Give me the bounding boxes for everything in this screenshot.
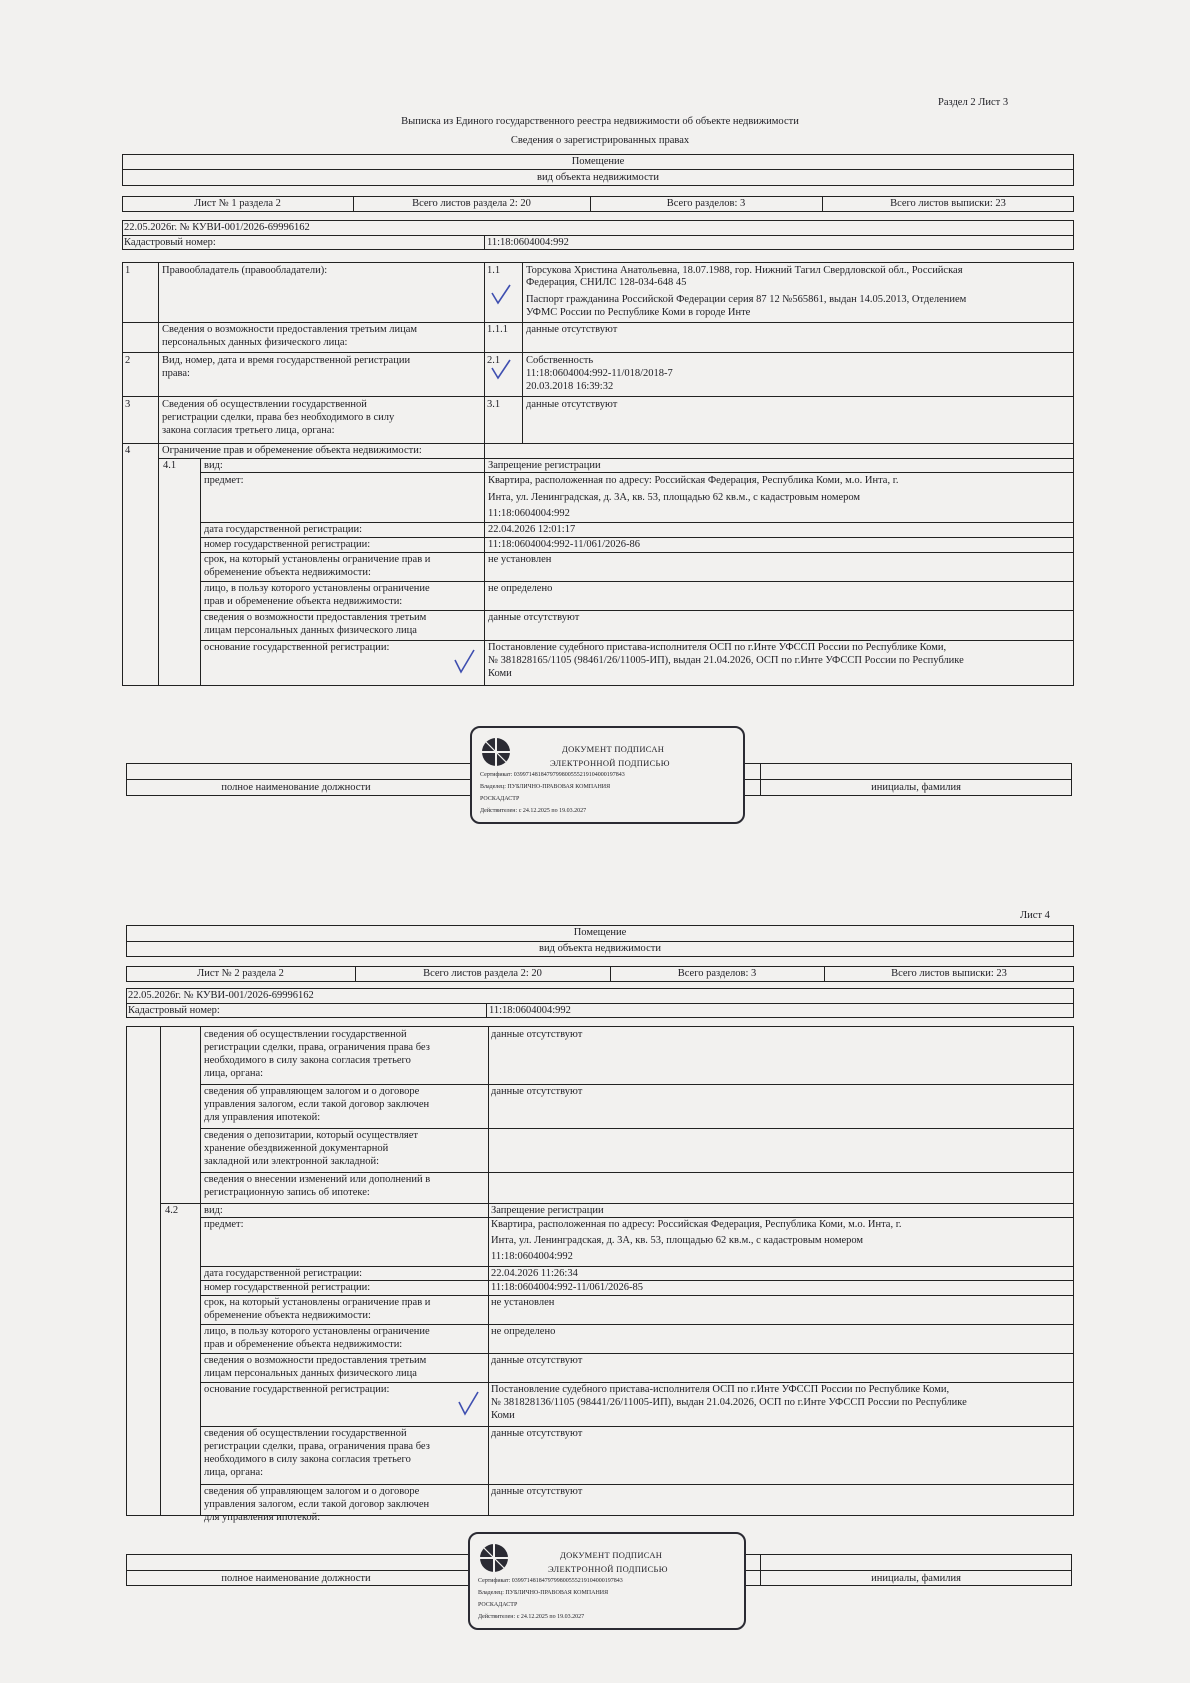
right-datetime: 20.03.2018 16:39:32 [526,381,614,392]
stamp-title-2: ЭЛЕКТРОННОЙ ПОДПИСЬЮ [548,1564,668,1574]
enc-type-value: Запрещение регистрации [488,460,601,471]
enc-regno-label: номер государственной регистрации: [204,1282,371,1293]
enc-basis-line-2: № 381828136/1105 (98441/26/11005-ИП), выдан 21.04.2026, ОСП по г.Инте УФССП России по Республике [491,1397,967,1408]
sheet-number: Лист № 1 раздела 2 [194,198,281,209]
sections-total: Всего разделов: 3 [666,198,746,209]
object-type-caption: вид объекта недвижимости [539,943,661,954]
enc-term-value: не установлен [488,554,552,565]
stamp-owner-2: РОСКАДАСТР [478,1602,518,1608]
object-type: Помещение [571,156,625,167]
checkmark-icon [452,648,476,676]
enc-pd-label-line-1: сведения о возможности предоставления третьим [204,612,427,623]
sections-total: Всего разделов: 3 [677,968,757,979]
checkmark-icon [456,1390,480,1418]
enc-person-label-line-1: лицо, в пользу которого установлены ограничение [204,1326,430,1337]
enc-subject-label: предмет: [204,475,244,486]
enc-e-label-line-2: регистрации сделки, права, ограничения права без [204,1441,430,1452]
consent-label-line-3: закона согласия третьего лица, органа: [162,425,335,436]
sheet-number: Лист № 2 раздела 2 [197,968,284,979]
encumbrance-code: 4.1 [163,460,177,471]
enc-subject-line-3: 11:18:0604004:992 [488,508,570,519]
enc-subject-line-1: Квартира, расположенная по адресу: Российская Федерация, Республика Коми, м.о. Инта, г. [488,475,899,486]
enc-date-value: 22.04.2026 11:26:34 [491,1268,578,1279]
row-number: 4 [125,445,131,456]
doc-reference: 22.05.2026г. № КУВИ-001/2026-69996162 [124,222,310,233]
p2-b-label-line-2: управления залогом, если такой договор заключен [204,1099,430,1110]
p2-d-label-line-1: сведения о внесении изменений или дополнений в [204,1174,431,1185]
enc-e-label-line-3: необходимого в силу закона согласия третьего [204,1454,411,1465]
p2-b-value: данные отсутствуют [491,1086,583,1097]
row-number: 1 [125,265,131,276]
pd-value: данные отсутствуют [526,324,618,335]
enc-f-label-line-3: для управления ипотекой: [204,1512,321,1523]
position-caption: полное наименование должности [221,782,371,793]
row-number: 3 [125,399,131,410]
enc-pd-label-line-1: сведения о возможности предоставления третьим [204,1355,427,1366]
enc-f-label-line-2: управления залогом, если такой договор заключен [204,1499,430,1510]
enc-term-label-line-1: срок, на который установлены ограничение прав и [204,1297,431,1308]
enc-basis-line-1: Постановление судебного пристава-исполнителя ОСП по г.Инте УФССП России по Республике Коми, [488,642,947,653]
enc-subject-line-3: 11:18:0604004:992 [491,1251,573,1262]
enc-type-value: Запрещение регистрации [491,1205,604,1216]
encumbrance-label: Ограничение прав и обременение объекта недвижимости: [162,445,422,456]
checkmark-icon [489,283,513,307]
row-code: 3.1 [487,399,501,410]
enc-subject-line-2: Инта, ул. Ленинградская, д. 3А, кв. 53, площадью 62 кв.м., с кадастровым номером [488,492,861,503]
enc-f-label-line-1: сведения об управляющем залогом и о договоре [204,1486,420,1497]
p2-c-label-line-2: хранение обездвиженной документарной [204,1143,389,1154]
registration-label-line-2: права: [162,368,190,379]
sheets-total: Всего листов выписки: 23 [890,198,1006,209]
enc-person-label-line-1: лицо, в пользу которого установлены ограничение [204,583,430,594]
stamp-valid: Действителен: с 24.12.2025 по 19.03.2027 [478,1614,585,1620]
document-title: Выписка из Единого государственного реестра недвижимости об объекте недвижимости [401,116,799,127]
section-sheet-label: Раздел 2 Лист 3 [938,97,1009,108]
stamp-title-1: ДОКУМЕНТ ПОДПИСАН [562,744,665,754]
enc-pd-label-line-2: лицам персональных данных физического лица [204,625,417,636]
stamp-title-2: ЭЛЕКТРОННОЙ ПОДПИСЬЮ [550,758,670,768]
enc-basis-label: основание государственной регистрации: [204,642,390,653]
enc-basis-line-2: № 381828165/1105 (98461/26/11005-ИП), выдан 21.04.2026, ОСП по г.Инте УФССП России по Республике [488,655,964,666]
enc-term-label-line-2: обременение объекта недвижимости: [204,567,371,578]
enc-regno-value: 11:18:0604004:992-11/061/2026-86 [488,539,641,550]
p2-a-label-line-3: необходимого в силу закона согласия третьего [204,1055,411,1066]
rightholder-line-2: Федерация, СНИЛС 128-034-648 45 [526,277,687,288]
enc-term-label-line-1: срок, на который установлены ограничение прав и [204,554,431,565]
checkmark-icon [489,358,513,382]
name-caption: инициалы, фамилия [871,1573,961,1584]
enc-subject-line-1: Квартира, расположенная по адресу: Российская Федерация, Республика Коми, м.о. Инта, г. [491,1219,902,1230]
rightholder-label: Правообладатель (правообладатели): [162,265,328,276]
enc-person-label-line-2: прав и обременение объекта недвижимости: [204,1339,403,1350]
enc-pd-value: данные отсутствуют [488,612,580,623]
enc-type-label: вид: [204,1205,223,1216]
consent-value: данные отсутствуют [526,399,618,410]
enc-date-label: дата государственной регистрации: [204,524,363,535]
sheets-total: Всего листов выписки: 23 [891,968,1007,979]
right-number: 11:18:0604004:992-11/018/2018-7 [526,368,673,379]
enc-term-value: не установлен [491,1297,555,1308]
enc-basis-label: основание государственной регистрации: [204,1384,390,1395]
enc-person-label-line-2: прав и обременение объекта недвижимости: [204,596,403,607]
stamp-title-1: ДОКУМЕНТ ПОДПИСАН [560,1550,663,1560]
enc-regno-value: 11:18:0604004:992-11/061/2026-85 [491,1282,644,1293]
row-code: 1.1 [487,265,501,276]
sheet-label: Лист 4 [1020,910,1050,921]
enc-person-value: не определено [488,583,553,594]
pd-label-line-1: Сведения о возможности предоставления третьим лицам [162,324,418,335]
enc-e-value: данные отсутствуют [491,1428,583,1439]
encumbrance-code: 4.2 [165,1205,179,1216]
row-number: 2 [125,355,131,366]
enc-basis-line-3: Коми [491,1410,515,1421]
rightholder-line-1: Торсукова Христина Анатольевна, 18.07.1988, гор. Нижний Тагил Свердловской обл., Российская [526,265,963,276]
registration-label-line-1: Вид, номер, дата и время государственной регистрации [162,355,411,366]
stamp-owner: Владелец: ПУБЛИЧНО-ПРАВОВАЯ КОМПАНИЯ [480,784,611,790]
stamp-valid: Действителен: с 24.12.2025 по 19.03.2027 [480,808,587,814]
emblem-icon [480,736,512,768]
p2-b-label-line-1: сведения об управляющем залогом и о договоре [204,1086,420,1097]
object-type-caption: вид объекта недвижимости [537,172,659,183]
enc-term-label-line-2: обременение объекта недвижимости: [204,1310,371,1321]
p2-c-label-line-3: закладной или электронной закладной: [204,1156,380,1167]
p2-a-label-line-1: сведения об осуществлении государственной [204,1029,407,1040]
pd-label-line-2: персональных данных физического лица: [162,337,348,348]
e-signature-stamp [470,726,745,824]
position-caption: полное наименование должности [221,1573,371,1584]
p2-c-label-line-1: сведения о депозитарии, который осуществляет [204,1130,419,1141]
stamp-owner-2: РОСКАДАСТР [480,796,520,802]
row-code: 1.1.1 [487,324,508,335]
rightholder-line-3: Паспорт гражданина Российской Федерации серия 87 12 №565861, выдан 14.05.2013, Отделением [526,294,967,305]
enc-date-value: 22.04.2026 12:01:17 [488,524,576,535]
enc-subject-line-2: Инта, ул. Ленинградская, д. 3А, кв. 53, площадью 62 кв.м., с кадастровым номером [491,1235,864,1246]
stamp-owner: Владелец: ПУБЛИЧНО-ПРАВОВАЯ КОМПАНИЯ [478,1590,609,1596]
p2-b-label-line-3: для управления ипотекой: [204,1112,321,1123]
rightholder-line-4: УФМС России по Республике Коми в городе Инте [526,307,751,318]
row-code: 2.1 [487,355,501,366]
enc-basis-line-1: Постановление судебного пристава-исполнителя ОСП по г.Инте УФССП России по Республике Коми, [491,1384,950,1395]
p2-a-label-line-4: лица, органа: [204,1068,264,1079]
enc-f-value: данные отсутствуют [491,1486,583,1497]
enc-e-label-line-4: лица, органа: [204,1467,264,1478]
enc-regno-label: номер государственной регистрации: [204,539,371,550]
enc-date-label: дата государственной регистрации: [204,1268,363,1279]
sheets-in-section: Всего листов раздела 2: 20 [412,198,531,209]
e-signature-stamp [468,1532,746,1630]
document-subtitle: Сведения о зарегистрированных правах [510,135,690,146]
enc-pd-label-line-2: лицам персональных данных физического лица [204,1368,417,1379]
stamp-cert: Сертификат: 0399714818479799800555219104000197843 [480,772,625,778]
consent-label-line-1: Сведения об осуществлении государственной [162,399,367,410]
name-caption: инициалы, фамилия [871,782,961,793]
enc-subject-label: предмет: [204,1219,244,1230]
p2-d-label-line-2: регистрационную запись об ипотеке: [204,1187,370,1198]
consent-label-line-2: регистрации сделки, права без необходимого в силу [162,412,395,423]
cadastral-value: 11:18:0604004:992 [489,1005,571,1016]
cadastral-value: 11:18:0604004:992 [487,237,569,248]
enc-type-label: вид: [204,460,223,471]
enc-pd-value: данные отсутствуют [491,1355,583,1366]
object-type: Помещение [573,927,627,938]
p2-a-value: данные отсутствуют [491,1029,583,1040]
enc-person-value: не определено [491,1326,556,1337]
right-type: Собственность [526,355,594,366]
enc-e-label-line-1: сведения об осуществлении государственной [204,1428,407,1439]
enc-basis-line-3: Коми [488,668,512,679]
sheets-in-section: Всего листов раздела 2: 20 [423,968,542,979]
cadastral-label: Кадастровый номер: [124,237,216,248]
p2-a-label-line-2: регистрации сделки, права, ограничения права без [204,1042,430,1053]
cadastral-label: Кадастровый номер: [128,1005,220,1016]
doc-reference: 22.05.2026г. № КУВИ-001/2026-69996162 [128,990,314,1001]
stamp-cert: Сертификат: 0399714818479799800555219104000197843 [478,1578,623,1584]
emblem-icon [478,1542,510,1574]
